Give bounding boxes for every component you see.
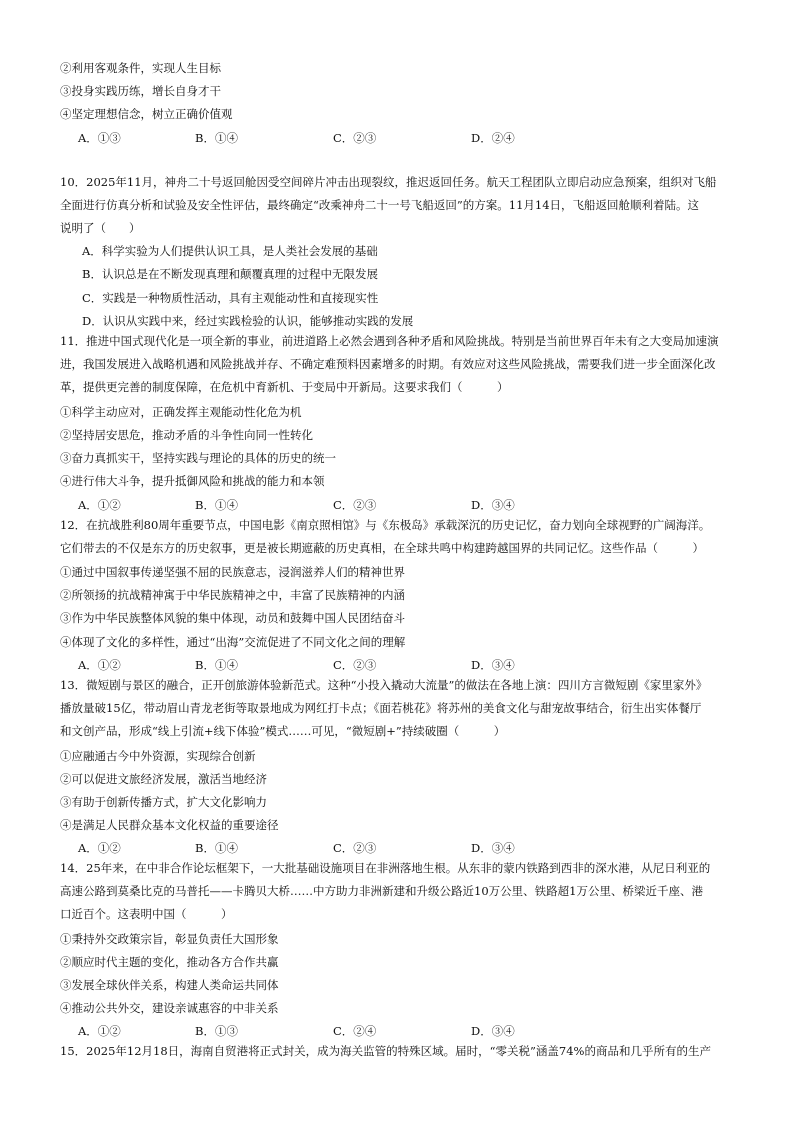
choice-d: D．③④ (471, 1024, 515, 1038)
stem-line: 说明了（ ） (60, 221, 141, 235)
option-item: ③发展全球伙伴关系，构建人类命运共同体 (60, 978, 279, 992)
stem-line: 口近百个。这表明中国（ ） (60, 907, 233, 921)
option-item: ③奋力真抓实干，坚持实践与理论的具体的历史的统一 (60, 451, 336, 465)
choice-d: D．③④ (471, 658, 515, 672)
option-item: ③作为中华民族整体风貌的集中体现，动员和鼓舞中国人民团结奋斗 (60, 611, 405, 625)
stem-line: 它们带去的不仅是东方的历史叙事，更是被长期遮蔽的历史真相，在全球共鸣中构建跨越国界的共同记忆。这些作品（ ） (60, 541, 704, 555)
question-10-stem (60, 171, 740, 240)
option-item: ②所领扬的抗战精神寓于中华民族精神之中，丰富了民族精神的内涵 (60, 588, 405, 602)
stem-line: 11．推进中国式现代化是一项全新的事业，前进道路上必然会遇到各种矛盾和风险挑战。特别是当前世界百年未有之大变局加速演 (60, 334, 719, 348)
stem-line: 15．2025年12月18日，海南自贸港将正式封关，成为海关监管的特殊区域。届时，“零关税”涵盖74%的商品和几乎所有的生产 (60, 1044, 711, 1058)
choice-c: C．②③ (333, 841, 377, 855)
choice-d: D．认识从实践中来，经过实践检验的认识，能够推动实践的发展 (82, 314, 414, 328)
question-12-stem (60, 514, 740, 560)
option-item: ④是满足人民群众基本文化权益的重要途径 (60, 818, 279, 832)
option-item: ②利用客观条件，实现人生目标 (60, 61, 221, 75)
option-item: ③投身实践历练，增长自身才干 (60, 84, 221, 98)
choice-b: B．①④ (195, 841, 238, 855)
stem-line: 全面进行仿真分析和试验及安全性评估，最终确定“改乘神舟二十一号飞船返回”的方案。11月14日，飞船返回舱顺利着陆。这 (60, 198, 700, 212)
choice-a: A．①③ (78, 131, 121, 145)
question-13-stem (60, 674, 740, 743)
option-item: ②坚持居安思危，推动矛盾的斗争性向同一性转化 (60, 428, 313, 442)
choice-c: C．②③ (333, 658, 377, 672)
option-item: ④体现了文化的多样性，通过“出海”交流促进了不同文化之间的理解 (60, 635, 406, 649)
choice-c: C．②③ (333, 131, 377, 145)
stem-line: 14．25年来，在中非合作论坛框架下，一大批基础设施项目在非洲落地生根。从东非的蒙内铁路到西非的深水港，从尼日利亚的 (60, 861, 711, 875)
choice-b: B．①④ (195, 498, 238, 512)
choice-a: A．①② (78, 658, 121, 672)
choice-c: C．②④ (333, 1024, 377, 1038)
choice-d: D．③④ (471, 498, 515, 512)
choice-d: D．③④ (471, 841, 515, 855)
choice-b: B．认识总是在不断发现真理和颠覆真理的过程中无限发展 (82, 267, 378, 281)
option-item: ④坚定理想信念，树立正确价值观 (60, 107, 233, 121)
stem-line: 13．微短剧与景区的融合，正开创旅游体验新范式。这种“小投入撬动大流量”的做法在各地上演：四川方言微短剧《家里家外》 (60, 678, 708, 692)
stem-line: 播放量破15亿，带动眉山青龙老街等取景地成为网红打卡点；《面若桃花》将苏州的美食文化与甜宠故事结合，衍生出实体餐厅 (60, 701, 702, 715)
option-item: ④进行伟大斗争，提升抵御风险和挑战的能力和本领 (60, 474, 325, 488)
option-item: ①秉持外交政策宗旨，彰显负责任大国形象 (60, 932, 279, 946)
choice-c: C．②③ (333, 498, 377, 512)
option-item: ②顺应时代主题的变化，推动各方合作共赢 (60, 955, 279, 969)
stem-line: 高速公路到莫桑比克的马普托——卡腾贝大桥……中方助力非洲新建和升级公路近10万公里、铁路超1万公里、桥梁近千座、港 (60, 884, 703, 898)
question-11-stem (60, 330, 740, 399)
choice-c: C．实践是一种物质性活动，具有主观能动性和直接现实性 (82, 291, 379, 305)
stem-line: 12．在抗战胜利80周年重要节点，中国电影《南京照相馆》与《东极岛》承载深沉的历史记忆，奋力划向全球视野的广阔海洋。 (60, 518, 711, 532)
stem-line: 10．2025年11月，神舟二十号返回舱因受空间碎片冲击出现裂纹，推迟返回任务。航天工程团队立即启动应急预案，组织对飞船 (60, 175, 717, 189)
option-item: ④推动公共外交，建设亲诚惠容的中非关系 (60, 1001, 279, 1015)
question-15-stem (60, 1040, 740, 1063)
choice-d: D．②④ (471, 131, 515, 145)
stem-line: 进，我国发展进入战略机遇和风险挑战并存、不确定难预料因素增多的时期。有效应对这些风险挑战，需要我们进一步全面深化改 (60, 357, 716, 371)
choice-b: B．①④ (195, 658, 238, 672)
stem-line: 革，提供更完善的制度保障，在危机中育新机、于变局中开新局。这要求我们（ ） (60, 380, 509, 394)
choice-b: B．①④ (195, 131, 238, 145)
option-item: ③有助于创新传播方式，扩大文化影响力 (60, 795, 267, 809)
option-item: ②可以促进文旅经济发展，激活当地经济 (60, 772, 267, 786)
option-item: ①通过中国叙事传递坚强不屈的民族意志，浸润滋养人们的精神世界 (60, 565, 405, 579)
choice-a: A．科学实验为人们提供认识工具，是人类社会发展的基础 (82, 244, 378, 258)
question-14-stem (60, 857, 740, 926)
choice-a: A．①② (78, 1024, 121, 1038)
stem-line: 和文创产品，形成“线上引流+线下体验”模式……可见，“微短剧+”持续破圈（ ） (60, 724, 506, 738)
choice-a: A．①② (78, 841, 121, 855)
option-item: ①科学主动应对，正确发挥主观能动性化危为机 (60, 405, 302, 419)
choice-b: B．①③ (195, 1024, 238, 1038)
choice-a: A．①② (78, 498, 121, 512)
option-item: ①应融通古今中外资源，实现综合创新 (60, 749, 256, 763)
